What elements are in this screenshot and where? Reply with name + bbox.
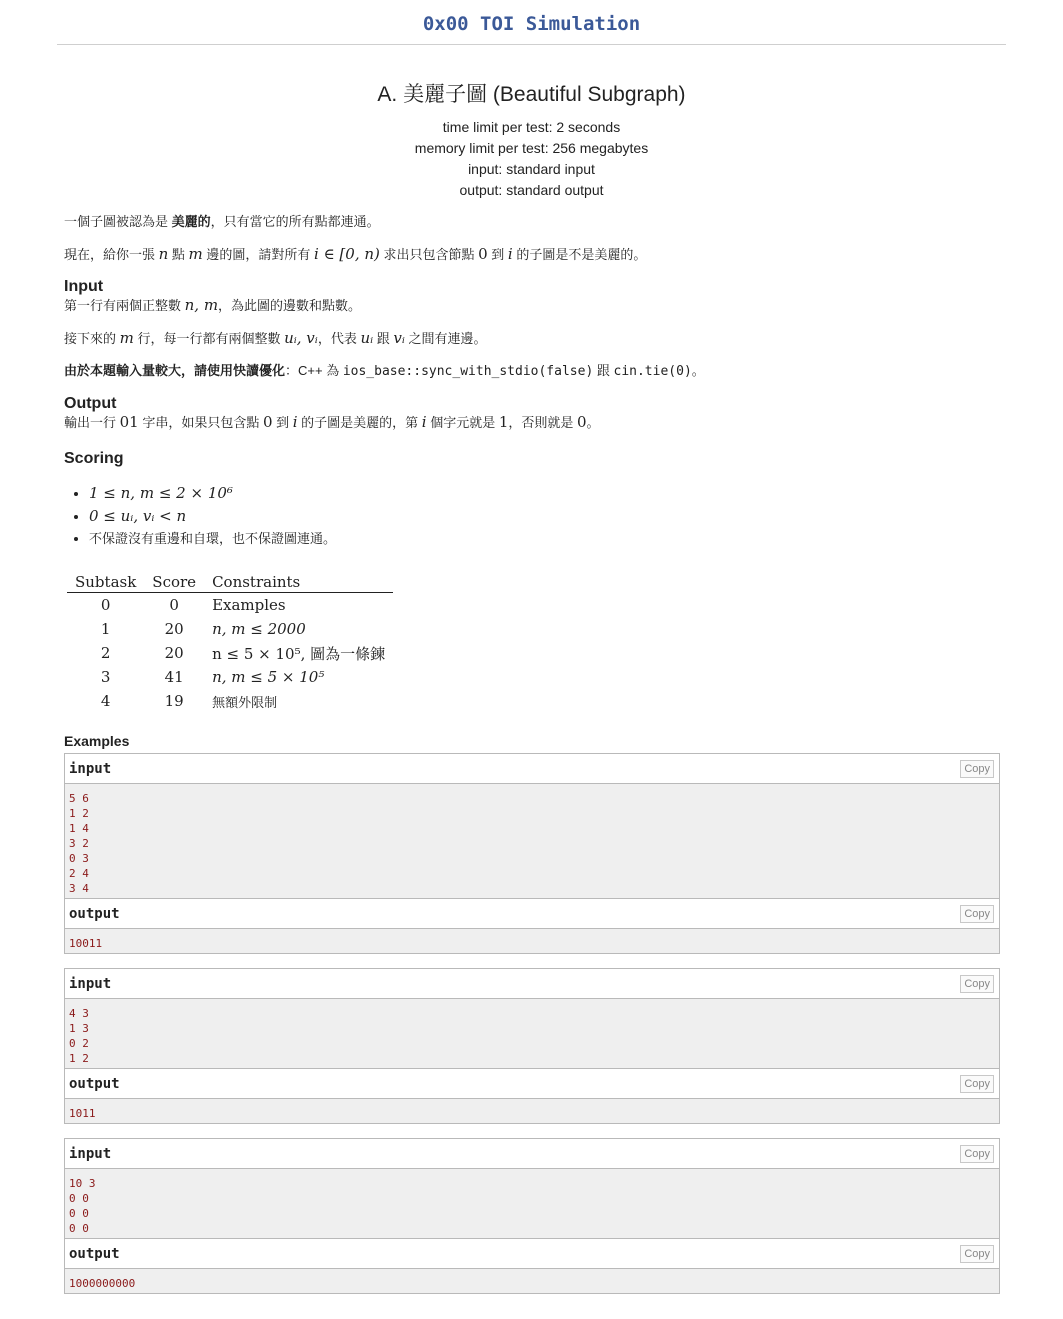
column-header: Constraints bbox=[204, 572, 393, 593]
output-label: output bbox=[69, 906, 120, 922]
text: 個字元就是 bbox=[426, 415, 499, 430]
score-cell: 41 bbox=[164, 668, 184, 686]
table-row bbox=[67, 665, 393, 689]
sample-output-header bbox=[65, 899, 999, 929]
constraint-cell: n, m ≤ 2000 bbox=[212, 620, 306, 638]
subtask-cell: 1 bbox=[100, 620, 111, 638]
constraint-text: 不保證沒有重邊和自環，也不保證圖連通。 bbox=[89, 531, 337, 546]
math-u: uᵢ bbox=[360, 329, 374, 347]
legend-paragraph-2 bbox=[64, 245, 999, 264]
examples-title: Examples bbox=[64, 733, 130, 749]
header-divider bbox=[57, 44, 1006, 45]
text: 跟 bbox=[593, 363, 614, 378]
sample-test-3 bbox=[64, 1138, 1000, 1294]
output-label: output bbox=[69, 1076, 120, 1092]
math-zero: 0 bbox=[262, 413, 273, 431]
sample-output-header bbox=[65, 1069, 999, 1099]
input-file: input: standard input bbox=[468, 161, 595, 177]
constraint-item bbox=[89, 505, 999, 528]
math-i: i bbox=[421, 413, 427, 431]
score-cell: 0 bbox=[169, 596, 179, 614]
time-limit: time limit per test: 2 seconds bbox=[442, 119, 621, 135]
math-uv: uᵢ, vᵢ bbox=[284, 329, 318, 347]
text: ：C++ 為 bbox=[285, 363, 343, 378]
math-range: i ∈ [0, n) bbox=[314, 245, 380, 263]
table-row bbox=[67, 689, 393, 713]
sample-input-header bbox=[65, 969, 999, 999]
code-snippet: cin.tie(0) bbox=[613, 364, 692, 379]
constraint-item bbox=[89, 528, 999, 550]
sample-input-header bbox=[65, 1139, 999, 1169]
text: 點 bbox=[168, 247, 189, 262]
table-row bbox=[67, 593, 393, 618]
text: ，只有當它的所有點都連通。 bbox=[210, 214, 380, 229]
text: 一個子圖被認為是 bbox=[64, 214, 172, 229]
contest-name[interactable]: 0x00 TOI Simulation bbox=[422, 13, 641, 35]
input-line-2 bbox=[64, 329, 999, 348]
math-constraint: 1 ≤ n, m ≤ 2 × 10⁶ bbox=[89, 484, 233, 502]
output-section-title: Output bbox=[64, 395, 117, 412]
table-header-row bbox=[67, 572, 393, 593]
sample-test-2 bbox=[64, 968, 1000, 1124]
sample-input-text[interactable]: 5 6 1 2 1 4 3 2 0 3 2 4 3 4 bbox=[65, 784, 999, 898]
sample-output-text[interactable]: 1000000000 bbox=[65, 1269, 999, 1293]
text: 的子圖是不是美麗的。 bbox=[512, 247, 647, 262]
sample-input-header bbox=[65, 754, 999, 784]
text: 到 bbox=[272, 415, 293, 430]
sample-input-text[interactable]: 10 3 0 0 0 0 0 0 bbox=[65, 1169, 999, 1238]
text: ，代表 bbox=[317, 331, 361, 346]
input-label: input bbox=[69, 1146, 112, 1162]
math-01: 01 bbox=[119, 413, 139, 431]
math-m: m bbox=[188, 245, 203, 263]
text: 到 bbox=[487, 247, 508, 262]
text: 字串，如果只包含點 bbox=[138, 415, 263, 430]
text: 跟 bbox=[373, 331, 394, 346]
text: 第一行有兩個正整數 bbox=[64, 298, 185, 313]
copy-button[interactable]: Copy bbox=[960, 905, 994, 923]
copy-button[interactable]: Copy bbox=[960, 1075, 994, 1093]
text: 現在，給你一張 bbox=[64, 247, 159, 262]
constraint-cell: n ≤ 5 × 10⁵, 圖為一條鍊 bbox=[212, 644, 386, 663]
output-line-1 bbox=[64, 413, 999, 432]
constraint-cell: n, m ≤ 5 × 10⁵ bbox=[212, 668, 325, 686]
column-header: Score bbox=[144, 572, 204, 593]
input-line-3 bbox=[64, 362, 999, 381]
constraint-item bbox=[89, 482, 999, 505]
math-n: n bbox=[158, 245, 169, 263]
scoring-section-title: Scoring bbox=[64, 450, 124, 467]
subtask-table bbox=[67, 572, 393, 713]
problem-limits bbox=[0, 117, 1063, 201]
text: 之間有連邊。 bbox=[404, 331, 487, 346]
problem-title: A. 美麗子圖 (Beautiful Subgraph) bbox=[377, 83, 686, 106]
math-constraint: 0 ≤ uᵢ, vᵢ < n bbox=[89, 507, 187, 525]
problem-statement bbox=[64, 213, 999, 1294]
input-label: input bbox=[69, 976, 112, 992]
text: 邊的圖，請對所有 bbox=[202, 247, 314, 262]
copy-button[interactable]: Copy bbox=[960, 760, 994, 778]
bold-text: 由於本題輸入量較大，請使用快讀優化 bbox=[64, 363, 286, 378]
score-cell: 20 bbox=[164, 644, 184, 662]
copy-button[interactable]: Copy bbox=[960, 1145, 994, 1163]
output-label: output bbox=[69, 1246, 120, 1262]
text: 的子圖是美麗的，第 bbox=[297, 415, 422, 430]
column-header: Subtask bbox=[67, 572, 144, 593]
math-m: m bbox=[119, 329, 134, 347]
sample-output-text[interactable]: 10011 bbox=[65, 929, 999, 953]
math-one: 1 bbox=[498, 413, 509, 431]
math-zero: 0 bbox=[478, 245, 488, 263]
text: 。 bbox=[586, 415, 600, 430]
memory-limit: memory limit per test: 256 megabytes bbox=[414, 140, 649, 156]
copy-button[interactable]: Copy bbox=[960, 975, 994, 993]
table-row bbox=[67, 641, 393, 665]
score-cell: 19 bbox=[164, 692, 184, 710]
bold-text: 美麗的 bbox=[171, 214, 211, 229]
math-i: i bbox=[507, 245, 513, 263]
text: 接下來的 bbox=[64, 331, 120, 346]
text: ，為此圖的邊數和點數。 bbox=[218, 298, 362, 313]
math-v: vᵢ bbox=[393, 329, 405, 347]
sample-input-text[interactable]: 4 3 1 3 0 2 1 2 bbox=[65, 999, 999, 1068]
problem-header bbox=[0, 78, 1063, 201]
text: ，否則就是 bbox=[508, 415, 577, 430]
subtask-cell: 2 bbox=[100, 644, 111, 662]
text: 輸出一行 bbox=[64, 415, 120, 430]
subtask-cell: 4 bbox=[100, 692, 111, 710]
sample-output-text[interactable]: 1011 bbox=[65, 1099, 999, 1123]
constraint-list bbox=[64, 482, 999, 550]
input-section-title: Input bbox=[64, 278, 104, 295]
text: 。 bbox=[691, 363, 705, 378]
math-zero: 0 bbox=[577, 413, 587, 431]
subtask-cell: 0 bbox=[100, 596, 111, 614]
constraint-cell: Examples bbox=[212, 596, 286, 614]
sample-test-1 bbox=[64, 753, 1000, 954]
copy-button[interactable]: Copy bbox=[960, 1245, 994, 1263]
text: 行，每一行都有兩個整數 bbox=[133, 331, 285, 346]
subtask-cell: 3 bbox=[100, 668, 111, 686]
math-nm: n, m bbox=[184, 296, 219, 314]
score-cell: 20 bbox=[164, 620, 184, 638]
text: 求出只包含節點 bbox=[379, 247, 479, 262]
input-line-1 bbox=[64, 296, 999, 315]
math-i: i bbox=[292, 413, 298, 431]
code-snippet: ios_base::sync_with_stdio(false) bbox=[342, 364, 594, 379]
sample-output-header bbox=[65, 1239, 999, 1269]
legend-paragraph-1 bbox=[64, 213, 999, 231]
output-file: output: standard output bbox=[459, 182, 604, 198]
table-row bbox=[67, 617, 393, 641]
input-label: input bbox=[69, 761, 112, 777]
constraint-cell: 無額外限制 bbox=[212, 695, 278, 711]
